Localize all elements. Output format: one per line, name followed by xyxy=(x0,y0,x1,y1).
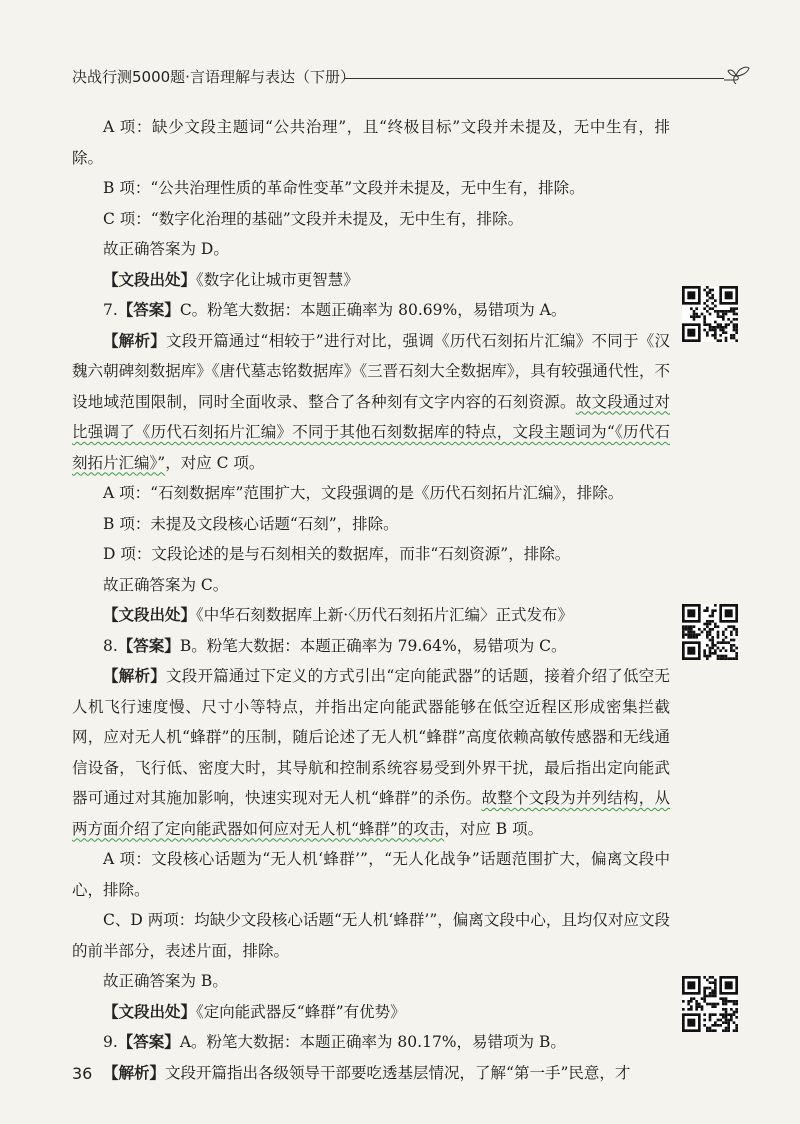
analysis-tail: ，对应 B 项。 xyxy=(444,819,544,838)
question-number: 9. xyxy=(103,1033,118,1051)
source-title: 《中华石刻数据库上新·〈历代石刻拓片汇编〉正式发布》 xyxy=(196,606,573,624)
analysis-label: 【解析】 xyxy=(103,1062,166,1082)
qr-code-icon[interactable] xyxy=(682,976,738,1032)
qr-code-icon[interactable] xyxy=(682,286,738,342)
analysis-text: 文段开篇通过“相较于”进行对比，强调《历代石刻拓片汇编》不同于《汉魏六朝碑刻数据库》《唐代墓志铭数据库》《三晋石刻大全数据库》，具有较强通代性，不设地域范围限制，同时全面收录、整合了各种刻有文字内容的石刻资源。 xyxy=(72,331,670,411)
q7-analysis xyxy=(72,326,670,479)
q7-answer-line xyxy=(72,295,670,326)
answer-label: 【答案】 xyxy=(117,1032,180,1051)
option-b-explanation: B 项：“公共治理性质的革命性变革”文段并未提及，无中生有，排除。 xyxy=(103,179,585,197)
q7-source xyxy=(72,600,670,631)
answer-text: C。粉笔大数据：本题正确率为 80.69%，易错项为 A。 xyxy=(179,301,567,319)
q8-answer-line xyxy=(72,631,670,662)
source-label: 【文段出处】 xyxy=(103,1001,197,1021)
source-label: 【文段出处】 xyxy=(103,269,197,289)
answer-conclusion: 故正确答案为 D。 xyxy=(103,240,229,258)
q7-option-b: B 项：未提及文段核心话题“石刻”，排除。 xyxy=(103,514,399,533)
analysis-label: 【解析】 xyxy=(103,330,166,350)
answer-text: B。粉笔大数据：本题正确率为 79.64%，易错项为 C。 xyxy=(179,636,567,655)
question-number: 8. xyxy=(103,636,118,655)
source-line xyxy=(72,265,670,296)
analysis-label: 【解析】 xyxy=(103,666,166,685)
source-title: 《数字化让城市更智慧》 xyxy=(196,270,359,289)
option-a-explanation: A 项：缺少文段主题词“公共治理”，且“终极目标”文段并未提及，无中生有，排除。 xyxy=(72,118,670,167)
qr-code-icon[interactable] xyxy=(682,604,738,660)
source-title: 《定向能武器反“蜂群”有优势》 xyxy=(196,1002,406,1021)
answer-text: A。粉笔大数据：本题正确率为 80.17%，易错项为 B。 xyxy=(179,1033,566,1051)
q8-option-a: A 项：文段核心话题为“无人机‘蜂群’”，“无人化战争”话题范围扩大，偏离文段中心，排除。 xyxy=(72,850,670,899)
option-c-explanation: C 项：“数字化治理的基础”文段并未提及，无中生有，排除。 xyxy=(103,209,524,228)
key-sentence-underlined: 故整个文段为并列结构，从两方面介绍了定向能武器如何应对无人机“蜂群”的攻击 xyxy=(72,789,670,838)
q8-conclusion: 故正确答案为 B。 xyxy=(103,972,228,990)
source-label: 【文段出处】 xyxy=(103,605,197,624)
q7-conclusion: 故正确答案为 C。 xyxy=(103,575,229,594)
answer-label: 【答案】 xyxy=(117,635,180,655)
question-number: 7. xyxy=(103,301,118,319)
q9-answer-line xyxy=(72,1027,670,1058)
page-number: 36 xyxy=(72,1064,93,1083)
book-title: 决战行测5000题·言语理解与表达（下册） xyxy=(72,68,355,86)
page-content xyxy=(72,112,670,1088)
q8-option-cd: C、D 两项：均缺少文段核心话题“无人机‘蜂群’”，偏离文段中心，且均仅对应文段的前半部分，表述片面，排除。 xyxy=(72,911,670,960)
q9-analysis xyxy=(72,1058,670,1089)
analysis-text: 文段开篇通过下定义的方式引出“定向能武器”的话题，接着介绍了低空无人机飞行速度慢、尺寸小等特点，并指出定向能武器能够在低空近程区形成密集拦截网，应对无人机“蜂群”的压制，随后论述了无人机“蜂群”高度依赖高敏传感器和无线通信设备，飞行低、密度大时，其导航和控制系统容易受到外界干扰，最后指出定向能武器可通过对其施加影响，快速实现对无人机“蜂群”的杀伤。 xyxy=(72,667,670,807)
q8-source xyxy=(72,997,670,1028)
q8-analysis xyxy=(72,661,670,844)
answer-label: 【答案】 xyxy=(117,300,180,319)
q7-option-a: A 项：“石刻数据库”范围扩大，文段强调的是《历代石刻拓片汇编》，排除。 xyxy=(103,484,624,502)
header-rule xyxy=(344,78,724,79)
analysis-text: 文段开篇指出各级领导干部要吃透基层情况，了解“第一手”民意，才 xyxy=(165,1063,631,1082)
running-header xyxy=(72,62,752,92)
q7-option-d: D 项：文段论述的是与石刻相关的数据库，而非“石刻资源”，排除。 xyxy=(103,545,571,563)
leaf-sprout-icon xyxy=(722,62,752,92)
key-sentence-underlined: 故文段通过对比强调了《历代石刻拓片汇编》不同于其他石刻数据库的特点，文段主题词为“《历代石刻拓片汇编》” xyxy=(72,392,670,472)
analysis-tail: ，对应 C 项。 xyxy=(165,453,265,472)
